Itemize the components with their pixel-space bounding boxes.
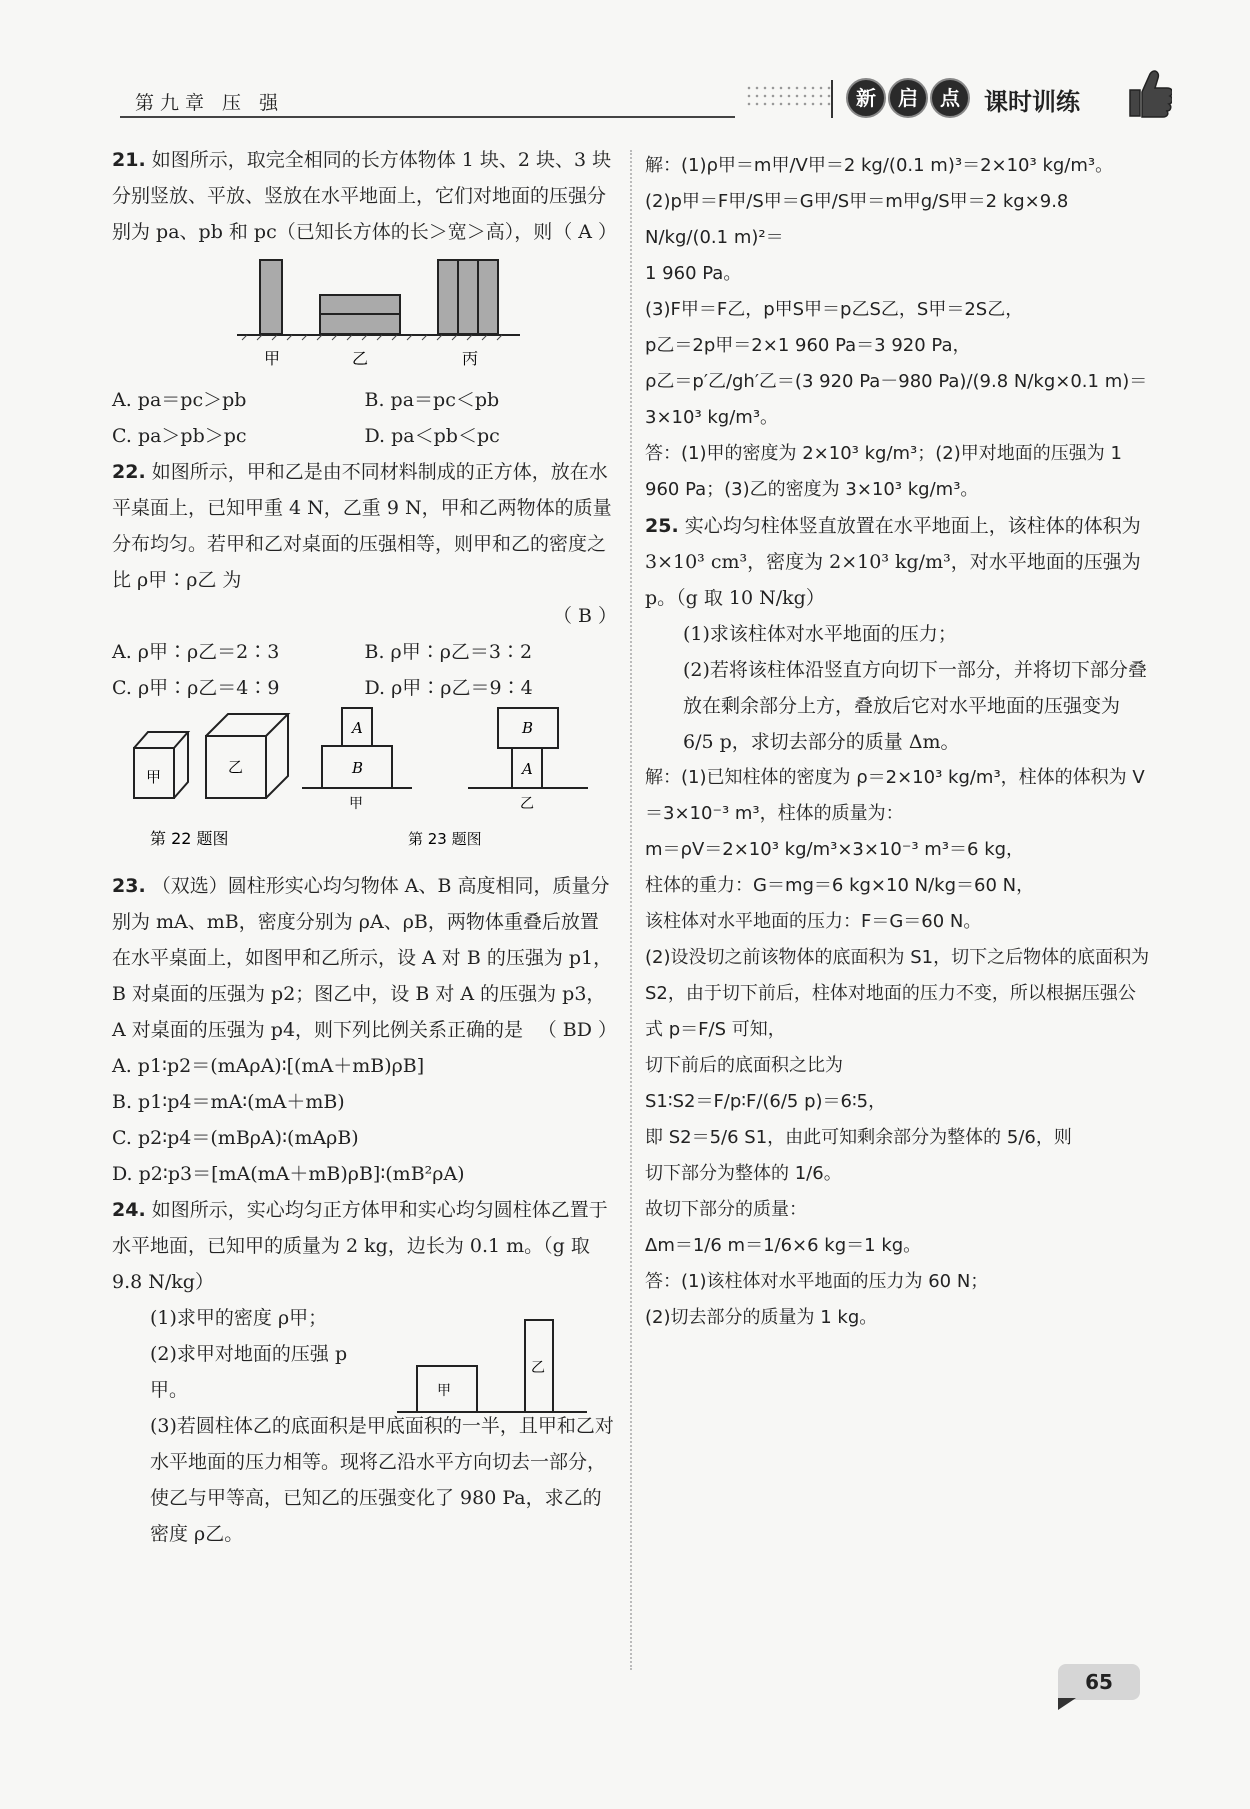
header-dot-pattern xyxy=(745,84,833,110)
sol25-line-7: S1∶S2＝F/p∶F/(6/5 p)＝6∶5， xyxy=(645,1091,887,1112)
header-rule xyxy=(120,116,735,118)
chapter-title: 第九章 压 强 xyxy=(135,92,285,114)
sol24-line-4: (3)F甲＝F乙，p甲S甲＝p乙S乙，S甲＝2S乙， xyxy=(645,299,1024,320)
q24-stem: 24. 如图所示，实心均匀正方体甲和实心均匀圆柱体乙置于水平地面，已知甲的质量为 2 kg，边长为 0.1 m。（g 取 9.8 N/kg） xyxy=(112,1199,608,1293)
stack-yi-b-label: B xyxy=(522,719,534,737)
sol25-line-2: m＝ρV＝2×10³ kg/m³×3×10⁻³ m³＝6 kg， xyxy=(645,839,1025,860)
q22-option-a[interactable]: A. ρ甲∶ρ乙＝2∶3 xyxy=(112,641,280,663)
q22-stem: 22. 如图所示，甲和乙是由不同材料制成的正方体，放在水平桌面上，已知甲重 4 N，乙重 9 N，甲和乙两物体的质量分布均匀。若甲和乙对桌面的压强相等，则甲和乙的密度之比 ρ甲∶ρ乙 为 xyxy=(112,461,612,591)
q22-option-d[interactable]: D. ρ甲∶ρ乙＝9∶4 xyxy=(364,677,533,699)
q24-sub1: (1)求甲的密度 ρ甲； xyxy=(150,1307,328,1329)
left-column xyxy=(112,142,617,1552)
sol24-line-2: (2)p甲＝F甲/S甲＝G甲/S甲＝m甲g/S甲＝2 kg×9.8 N/kg/(0.1 m)²＝ xyxy=(645,191,1069,248)
q22-q23-figures xyxy=(112,706,617,856)
stack-jia-label: 甲 xyxy=(349,796,363,812)
q24-subparts xyxy=(112,1300,617,1408)
q23-option-b[interactable]: B. p1∶p4＝mA∶(mA＋mB) xyxy=(112,1091,345,1113)
q23-caption: 第 23 题图 xyxy=(408,830,482,848)
q21-options xyxy=(112,382,617,454)
q21-stem: 21. 如图所示，取完全相同的长方体物体 1 块、2 块、3 块分别竖放、平放、竖放在水平地面上，它们对地面的压强分别为 pa、pb 和 pc（已知长方体的长＞宽＞高），则 xyxy=(112,149,612,243)
sol24-line-1: 解：(1)ρ甲＝m甲/V甲＝2 kg/(0.1 m)³＝2×10³ kg/m³。 xyxy=(645,155,1114,176)
block-flat-2 xyxy=(320,314,400,334)
q21-option-d[interactable]: D. pa＜pb＜pc xyxy=(364,425,500,447)
sol25-line-5: (2)设没切之前该物体的底面积为 S1，切下之后物体的底面积为 S2，由于切下前后，柱体对地面的压力不变，所以根据压强公式 p＝F/S 可知， xyxy=(645,947,1150,1040)
thumbs-up-icon xyxy=(1120,60,1172,122)
badge-qi: 启 xyxy=(888,78,928,118)
q24-sub2: (2)求甲对地面的压强 p甲。 xyxy=(150,1343,348,1401)
cube-yi-label: 乙 xyxy=(228,758,244,776)
header-divider xyxy=(831,80,833,118)
sol25-line-9: 切下部分为整体的 1/6。 xyxy=(645,1163,842,1184)
sol24-line-3: 1 960 Pa。 xyxy=(645,263,742,284)
cube-yi xyxy=(206,714,288,798)
q23-option-a[interactable]: A. p1∶p2＝(mAρA)∶[(mA＋mB)ρB] xyxy=(112,1055,425,1077)
badge-xin: 新 xyxy=(846,78,886,118)
q25-sub2: (2)若将该柱体沿竖直方向切下一部分，并将切下部分叠放在剩余部分上方，叠放后它对水平地面的压强变为 6/5 p，求切去部分的质量 Δm。 xyxy=(683,659,1147,753)
cube-jia xyxy=(134,732,188,798)
sol24-line-5: p乙＝2p甲＝2×1 960 Pa＝3 920 Pa， xyxy=(645,335,971,356)
q25-stem: 25. 实心均匀柱体竖直放置在水平地面上，该柱体的体积为 3×10³ cm³，密度为 2×10³ kg/m³，对水平地面的压强为 p。（g 取 10 N/kg） xyxy=(645,515,1141,609)
block-v-1 xyxy=(438,260,458,334)
stack-jia-a-label: A xyxy=(352,719,363,737)
label-yi: 乙 xyxy=(352,349,369,368)
sol25-line-8: 即 S2＝5/6 S1，由此可知剩余部分为整体的 5/6，则 xyxy=(645,1127,1072,1148)
q21-option-c[interactable]: C. pa＞pb＞pc xyxy=(112,425,247,447)
q22-option-c[interactable]: C. ρ甲∶ρ乙＝4∶9 xyxy=(112,677,280,699)
sol25-answer-2: (2)切去部分的质量为 1 kg。 xyxy=(645,1307,878,1328)
q21-answer: （ A ） xyxy=(553,221,617,243)
q23-option-c[interactable]: C. p2∶p4＝(mBρA)∶(mAρB) xyxy=(112,1127,359,1149)
q22-answer: （ B ） xyxy=(552,605,617,627)
sol25-line-10: 故切下部分的质量： xyxy=(645,1199,807,1220)
column-divider xyxy=(630,150,632,1670)
block-v-3 xyxy=(478,260,498,334)
sol25-line-4: 该柱体对水平地面的压力：F＝G＝60 N。 xyxy=(645,911,982,932)
sol25-line-1: 解：(1)已知柱体的密度为 ρ＝2×10³ kg/m³，柱体的体积为 V＝3×10⁻³ m³，柱体的质量为： xyxy=(645,767,1145,824)
page-tab-corner xyxy=(1058,1698,1076,1710)
label-bing: 丙 xyxy=(462,349,479,368)
q22-caption: 第 22 题图 xyxy=(150,829,229,848)
stack-jia-b-label: B xyxy=(352,759,364,777)
q24-figure xyxy=(397,1312,597,1422)
sol24-line-6: ρ乙＝p′乙/gh′乙＝(3 920 Pa－980 Pa)/(9.8 N/kg×0.1 m)＝3×10³ kg/m³。 xyxy=(645,371,1148,428)
block-flat-1 xyxy=(320,295,400,314)
sol25-line-3: 柱体的重力：G＝mg＝6 kg×10 N/kg＝60 N， xyxy=(645,875,1035,896)
sol24-answer: 答：(1)甲的密度为 2×10³ kg/m³；(2)甲对地面的压强为 1 960 Pa；(3)乙的密度为 3×10³ kg/m³。 xyxy=(645,443,1122,500)
page-number: 65 xyxy=(1058,1664,1140,1700)
cube-jia-label: 甲 xyxy=(146,768,162,786)
q24-sub3: (3)若圆柱体乙的底面积是甲底面积的一半，且甲和乙对水平地面的压力相等。现将乙沿水平方向切去一部分，使乙与甲等高，已知乙的压强变化了 980 Pa，求乙的密度 ρ乙。 xyxy=(150,1415,614,1545)
sol25-line-6: 切下前后的底面积之比为 xyxy=(645,1055,843,1076)
right-column xyxy=(645,148,1150,1336)
block-vertical xyxy=(260,260,282,334)
q22-option-b[interactable]: B. ρ甲∶ρ乙＝3∶2 xyxy=(364,641,533,663)
fig-cube-jia-label: 甲 xyxy=(437,1383,451,1399)
series-title: 课时训练 xyxy=(984,88,1080,116)
block-v-2 xyxy=(458,260,478,334)
stack-yi-label: 乙 xyxy=(520,796,534,812)
q23-option-d[interactable]: D. p2∶p3＝[mA(mA＋mB)ρB]∶(mB²ρA) xyxy=(112,1163,465,1185)
q21-option-b[interactable]: B. pa＝pc＜pb xyxy=(364,389,500,411)
q23-stem: 23. （双选）圆柱形实心均匀物体 A、B 高度相同，质量分别为 mA、mB，密度分别为 ρA、ρB，两物体重叠后放置在水平桌面上，如图甲和乙所示，设 A 对 B 的压强为 p1，B 对桌面的压强为 p2；图乙中，设 B 对 A 的压强为 p3，A 对桌面的压强为 p4，则下列比例关系正确的是 xyxy=(112,875,613,1041)
q23-answer: （ BD ） xyxy=(537,1019,617,1041)
badge-dian: 点 xyxy=(930,78,970,118)
sol25-line-11: Δm＝1/6 m＝1/6×6 kg＝1 kg。 xyxy=(645,1235,922,1256)
q21-option-a[interactable]: A. pa＝pc＞pb xyxy=(112,389,247,411)
q21-figure xyxy=(112,250,617,370)
q22-options xyxy=(112,634,617,706)
q25-sub1: (1)求该柱体对水平地面的压力； xyxy=(683,623,957,645)
sol25-answer-1: 答：(1)该柱体对水平地面的压力为 60 N； xyxy=(645,1271,989,1292)
stack-yi-a-label: A xyxy=(522,760,533,778)
fig-cyl-yi-label: 乙 xyxy=(531,1360,545,1376)
label-jia: 甲 xyxy=(264,349,281,368)
